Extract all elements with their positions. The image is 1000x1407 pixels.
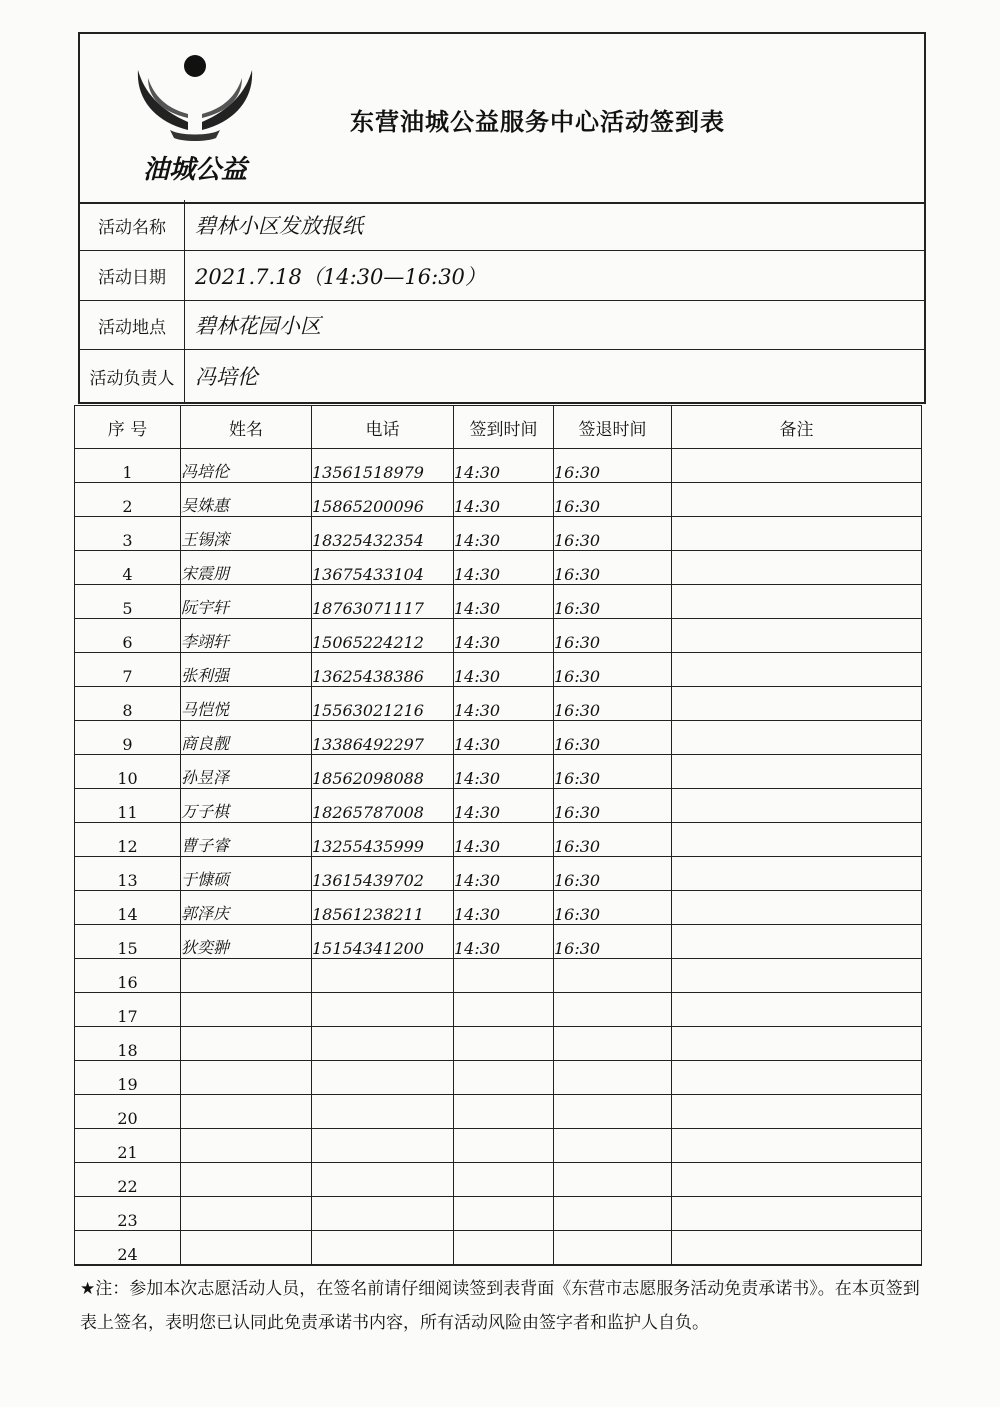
sign-out-time [554,1197,672,1231]
phone-number: 13675433104 [312,551,454,585]
remarks [672,1197,922,1231]
info-row-activity-location [80,300,924,349]
table-row [75,1163,922,1197]
sign-out-time [554,1061,672,1095]
sign-out-time: 16:30 [554,687,672,721]
signature-name [181,1231,312,1266]
phone-number: 13561518979 [312,449,454,483]
row-number: 5 [75,585,181,619]
table-row [75,687,922,721]
sign-in-time [454,1027,554,1061]
info-label: 活动负责人 [80,350,185,402]
sign-in-time: 14:30 [454,687,554,721]
signature-name: 吴姝惠 [181,483,312,517]
activity-date-value: 2021.7.18（14:30—16:30） [195,264,486,289]
sign-in-sheet [78,32,924,1264]
sign-out-time [554,1231,672,1266]
sign-out-time: 16:30 [554,857,672,891]
phone-number: 15154341200 [312,925,454,959]
row-number: 11 [75,789,181,823]
signature-name: 孙昱泽 [181,755,312,789]
signature-name: 曹子睿 [181,823,312,857]
col-header-sign-in-time: 签到时间 [454,406,554,449]
remarks [672,1129,922,1163]
row-number: 14 [75,891,181,925]
remarks [672,721,922,755]
phone-number: 18562098088 [312,755,454,789]
row-number: 24 [75,1231,181,1266]
row-number: 6 [75,619,181,653]
remarks [672,823,922,857]
signature-name: 李翊轩 [181,619,312,653]
table-header-row [75,406,922,449]
activity-info [78,200,926,404]
sign-out-time: 16:30 [554,449,672,483]
remarks [672,1061,922,1095]
activity-name-value: 碧林小区发放报纸 [195,214,363,238]
signature-name: 马恺悦 [181,687,312,721]
sign-out-time: 16:30 [554,755,672,789]
row-number: 20 [75,1095,181,1129]
table-row [75,959,922,993]
phone-number [312,1095,454,1129]
row-number: 2 [75,483,181,517]
remarks [672,551,922,585]
sign-out-time: 16:30 [554,619,672,653]
col-header-number: 序 号 [75,406,181,449]
remarks [672,449,922,483]
phone-number [312,1027,454,1061]
sign-in-time [454,1163,554,1197]
remarks [672,1231,922,1266]
remarks [672,653,922,687]
signature-name [181,1027,312,1061]
sign-out-time: 16:30 [554,483,672,517]
sign-out-time [554,1129,672,1163]
table-row [75,1095,922,1129]
row-number: 18 [75,1027,181,1061]
col-header-name: 姓名 [181,406,312,449]
signature-name: 王锡滦 [181,517,312,551]
sign-out-time: 16:30 [554,789,672,823]
signature-name: 狄奕翀 [181,925,312,959]
sign-in-time [454,1197,554,1231]
row-number: 12 [75,823,181,857]
signature-name [181,1163,312,1197]
phone-number: 13625438386 [312,653,454,687]
attendance-table [74,405,922,1266]
remarks [672,585,922,619]
sign-out-time [554,1095,672,1129]
sheet-header [78,32,926,204]
sign-in-time [454,1231,554,1266]
row-number: 8 [75,687,181,721]
sign-out-time: 16:30 [554,721,672,755]
remarks [672,687,922,721]
remarks [672,1095,922,1129]
info-label: 活动地点 [80,301,185,349]
phone-number: 15865200096 [312,483,454,517]
signature-name: 万子棋 [181,789,312,823]
sign-in-time: 14:30 [454,755,554,789]
sign-in-time: 14:30 [454,857,554,891]
info-row-activity-name [80,200,924,250]
phone-number: 18763071117 [312,585,454,619]
signature-name [181,1061,312,1095]
sign-in-time: 14:30 [454,721,554,755]
phone-number: 15065224212 [312,619,454,653]
table-row [75,449,922,483]
signature-name: 郭泽庆 [181,891,312,925]
remarks [672,891,922,925]
table-row [75,551,922,585]
table-row [75,585,922,619]
table-row [75,1197,922,1231]
phone-number [312,1231,454,1266]
disclaimer-note: ★注：参加本次志愿活动人员，在签名前请仔细阅读签到表背面《东营市志愿服务活动免责承诺书》。在本页签到表上签名，表明您已认同此免责承诺书内容，所有活动风险由签字者和监护人自负。 [80,1279,920,1333]
sign-in-time: 14:30 [454,517,554,551]
table-row [75,721,922,755]
signature-name: 张利强 [181,653,312,687]
remarks [672,1027,922,1061]
phone-number: 13255435999 [312,823,454,857]
table-row [75,1061,922,1095]
signature-name: 商良靓 [181,721,312,755]
sign-in-time: 14:30 [454,653,554,687]
table-row [75,823,922,857]
remarks [672,1163,922,1197]
remarks [672,517,922,551]
remarks [672,619,922,653]
phone-number: 13386492297 [312,721,454,755]
phone-number [312,993,454,1027]
table-row [75,653,922,687]
remarks [672,857,922,891]
phone-number: 18325432354 [312,517,454,551]
table-row [75,517,922,551]
sign-out-time: 16:30 [554,551,672,585]
row-number: 7 [75,653,181,687]
row-number: 13 [75,857,181,891]
signature-name [181,1197,312,1231]
remarks [672,925,922,959]
signature-name [181,959,312,993]
sign-in-time: 14:30 [454,449,554,483]
signature-name: 冯培伦 [181,449,312,483]
sign-out-time: 16:30 [554,823,672,857]
sign-in-time [454,1061,554,1095]
oilcity-charity-logo [130,52,260,192]
row-number: 10 [75,755,181,789]
row-number: 15 [75,925,181,959]
row-number: 23 [75,1197,181,1231]
col-header-remarks: 备注 [672,406,922,449]
sign-out-time [554,993,672,1027]
row-number: 9 [75,721,181,755]
phone-number [312,1163,454,1197]
signature-name [181,1095,312,1129]
table-row [75,1129,922,1163]
remarks [672,755,922,789]
activity-leader-value: 冯培伦 [195,365,258,389]
remarks [672,993,922,1027]
sign-in-time [454,1129,554,1163]
row-number: 19 [75,1061,181,1095]
signature-name [181,993,312,1027]
signature-name: 于慷硕 [181,857,312,891]
phone-number: 13615439702 [312,857,454,891]
sign-out-time [554,1027,672,1061]
sheet-title: 东营油城公益服务中心活动签到表 [350,108,725,136]
remarks [672,483,922,517]
phone-number [312,1197,454,1231]
table-row [75,483,922,517]
table-row [75,1231,922,1266]
sign-out-time: 16:30 [554,925,672,959]
sign-in-time [454,959,554,993]
phone-number: 18265787008 [312,789,454,823]
sign-in-time [454,1095,554,1129]
remarks [672,959,922,993]
sign-out-time: 16:30 [554,891,672,925]
sign-in-time: 14:30 [454,891,554,925]
sign-in-time: 14:30 [454,789,554,823]
col-header-phone: 电话 [312,406,454,449]
table-row [75,925,922,959]
remarks [672,789,922,823]
col-header-sign-out-time: 签退时间 [554,406,672,449]
sign-out-time: 16:30 [554,517,672,551]
table-row [75,857,922,891]
signature-name [181,1129,312,1163]
info-label: 活动日期 [80,251,185,300]
signature-name: 阮宇轩 [181,585,312,619]
sign-out-time [554,1163,672,1197]
sign-out-time: 16:30 [554,585,672,619]
phone-number: 18561238211 [312,891,454,925]
table-row [75,619,922,653]
sign-in-time: 14:30 [454,925,554,959]
sign-in-time [454,993,554,1027]
sign-in-time: 14:30 [454,619,554,653]
phone-number: 15563021216 [312,687,454,721]
sign-in-time: 14:30 [454,551,554,585]
row-number: 4 [75,551,181,585]
info-row-activity-date [80,250,924,300]
phone-number [312,1129,454,1163]
sign-out-time [554,959,672,993]
row-number: 22 [75,1163,181,1197]
logo-text: 油城公益 [142,155,248,185]
sign-out-time: 16:30 [554,653,672,687]
row-number: 16 [75,959,181,993]
table-row [75,1027,922,1061]
row-number: 17 [75,993,181,1027]
phone-number [312,1061,454,1095]
signature-name: 宋震朋 [181,551,312,585]
info-label: 活动名称 [80,200,185,250]
sign-in-time: 14:30 [454,585,554,619]
phone-number [312,959,454,993]
sign-in-time: 14:30 [454,483,554,517]
row-number: 3 [75,517,181,551]
row-number: 1 [75,449,181,483]
table-row [75,891,922,925]
activity-location-value: 碧林花园小区 [195,314,321,338]
table-row [75,755,922,789]
sign-in-time: 14:30 [454,823,554,857]
table-row [75,789,922,823]
info-row-activity-leader [80,349,924,402]
row-number: 21 [75,1129,181,1163]
table-row [75,993,922,1027]
